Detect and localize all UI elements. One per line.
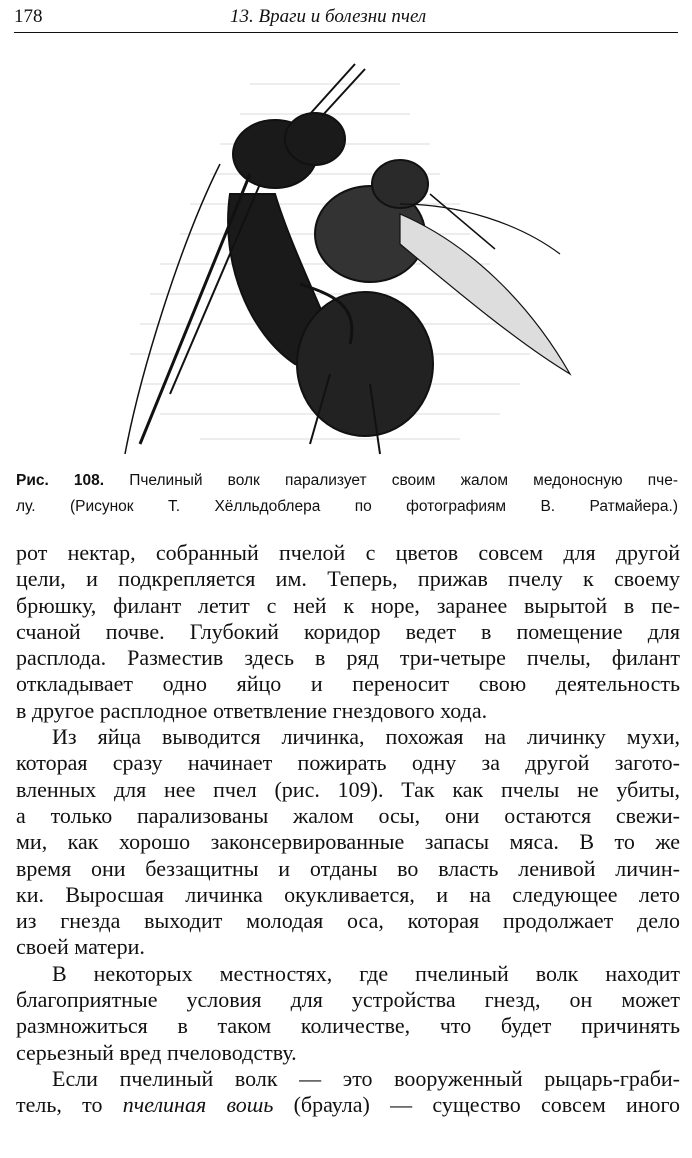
figure-bee-wolf-illustration [100, 44, 580, 464]
figure-label: Рис. 108. [16, 472, 105, 489]
wasp-and-bee-drawing [100, 44, 580, 464]
text-line: которая сразу начинает пожирать одну за другой загото- [16, 750, 680, 776]
text-line: брюшку, филант летит с ней к норе, заранее вырытой в пе- [16, 592, 680, 618]
text-line: время они беззащитны и отданы во власть ленивой личин- [16, 855, 680, 881]
text-line: откладывает одно яйцо и переносит свою деятельность [16, 671, 680, 697]
text-line: серьезный вред пчеловодству. [16, 1039, 297, 1065]
text-line: благоприятные условия для устройства гнезд, он может [16, 987, 680, 1013]
text-line: ми, как хорошо законсервированные запасы мяса. В то же [16, 829, 680, 855]
text-line: своей матери. [16, 934, 145, 960]
caption-line-2: лу. (Рисунок Т. Хёлльдоблера по фотографиям В. Ратмайера.) [16, 498, 678, 516]
term-bee-louse: пчелиная вошь [122, 1092, 274, 1118]
text-line: Из яйца выводится личинка, похожая на личинку мухи, [52, 724, 680, 750]
text-line: счаной почве. Глубокий коридор ведет в помещение для [16, 618, 680, 644]
text-line-start: тель, то [16, 1092, 103, 1118]
text-line: из гнезда выходит молодая оса, которая продолжает дело [16, 908, 680, 934]
caption-line-1: Пчелиный волк парализует своим жалом медоносную пче- [129, 472, 678, 489]
figure-caption [16, 469, 678, 522]
text-line: рот нектар, собранный пчелой с цветов совсем для другой [16, 540, 680, 565]
text-line: а только парализованы жалом осы, они остаются свежи- [16, 802, 680, 828]
page-header [14, 4, 678, 33]
text-line: расплода. Разместив здесь в ряд три-четыре пчелы, филант [16, 645, 680, 671]
page-number: 178 [14, 6, 43, 27]
text-line: В некоторых местностях, где пчелиный волк находит [52, 960, 680, 986]
text-line: размножиться в таком количестве, что будет причинять [16, 1013, 680, 1039]
running-title: 13. Враги и болезни пчел [230, 6, 427, 27]
text-line: цели, и подкрепляется им. Теперь, прижав пчелу к своему [16, 566, 680, 592]
text-line-end: (браула) — существо совсем иного [293, 1092, 681, 1118]
text-line: вленных для нее пчел (рис. 109). Так как пчелы не убиты, [16, 776, 680, 802]
text-line: ки. Выросшая личинка окукливается, и на следующее лето [16, 881, 680, 907]
text-line: в другое расплодное ответвление гнездового хода. [16, 697, 488, 723]
text-line [16, 1092, 680, 1118]
text-line: Если пчелиный волк — это вооруженный рыцарь-граби- [52, 1065, 680, 1091]
body-text [16, 540, 680, 1119]
